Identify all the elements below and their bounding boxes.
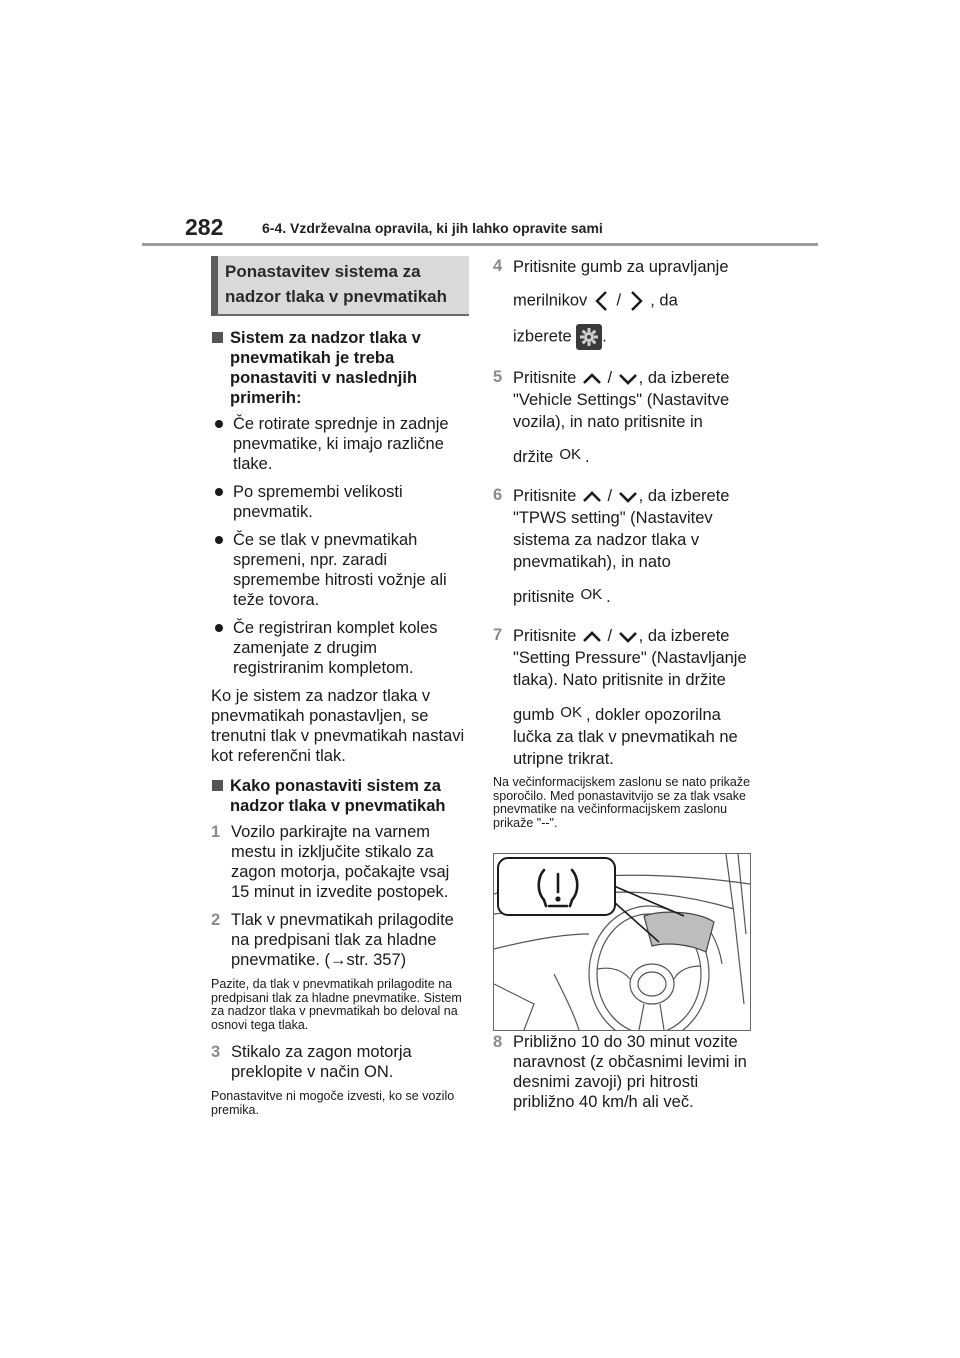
dashboard-illustration — [493, 853, 751, 1031]
gear-icon — [576, 324, 602, 350]
step-6 — [493, 485, 755, 619]
step-5-line — [513, 367, 729, 389]
bullet-dot-icon — [215, 536, 223, 544]
right-column — [493, 256, 755, 840]
header-divider — [142, 243, 818, 246]
square-bullet-icon — [212, 332, 223, 343]
list-item — [211, 618, 469, 678]
step-number: 4 — [493, 257, 503, 275]
bullet-dot-icon — [215, 624, 223, 632]
step-4-line: Pritisnite gumb za upravljanje — [513, 258, 729, 276]
step-6-line: pnevmatikah), in nato — [513, 553, 671, 571]
chevron-up-icon — [581, 371, 603, 387]
step-7-line: tlaka). Nato pritisnite in držite — [513, 671, 726, 689]
subheading-how-to-reset-text: Kako ponastaviti sistem za nadzor tlaka v pnevmatikah — [230, 777, 446, 815]
slash-separator: / — [616, 291, 622, 310]
step-7-line: lučka za tlak v pnevmatikah ne — [513, 728, 738, 746]
step-5-line — [513, 444, 729, 468]
step-4-line — [513, 324, 729, 350]
step-2-text-part: Tlak v pnevmatikah prilagodite na predpisani tlak za hladne pnevmatike. ( — [231, 911, 454, 969]
step-text: Vozilo parkirajte na varnem mestu in izključite stikalo za zagon motorja, počakajte vsaj 15 minut in izvedite postopek. — [231, 823, 450, 901]
step-5-line: "Vehicle Settings" (Nastavitve — [513, 391, 730, 409]
step-7-line: "Setting Pressure" (Nastavljanje — [513, 649, 747, 667]
step-5 — [493, 367, 755, 479]
page-number: 282 — [185, 214, 224, 240]
step-7-text: gumb — [513, 706, 555, 724]
list-item — [211, 482, 469, 522]
section-title — [211, 256, 469, 316]
step-number: 6 — [493, 486, 503, 504]
step-5-text: . — [585, 448, 590, 466]
ok-button-icon: OK — [559, 446, 582, 463]
ok-button-icon: OK — [560, 704, 582, 721]
step-6-text: . — [606, 588, 611, 606]
step-number: 8 — [493, 1033, 503, 1051]
chevron-up-icon — [581, 629, 603, 645]
step-1 — [211, 822, 469, 902]
note-display-message: Na večinformacijskem zaslonu se nato prikaže sporočilo. Med ponastavitvijo se za tlak vsake pnevmatike na večinformacijskem zaslonu prikaže "--". — [493, 775, 751, 830]
subheading-when-reset — [211, 328, 469, 408]
list-item-text: Če se tlak v pnevmatikah spremeni, npr. zaradi spremembe hitrosti vožnje ali teže tovora. — [233, 531, 447, 609]
step-7-line — [513, 702, 747, 726]
step-text — [231, 910, 469, 970]
list-item-text: Po spremembi velikosti pnevmatik. — [233, 483, 403, 521]
step-7-text: Pritisnite — [513, 627, 577, 645]
step-7-line — [513, 625, 747, 647]
subheading-how-to-reset — [211, 776, 469, 816]
reference-pressure-paragraph: Ko je sistem za nadzor tlaka v pnevmatikah ponastavljen, se trenutni tlak v pnevmatikah nastavi kot referenčni tlak. — [211, 687, 465, 765]
step-7 — [493, 625, 755, 770]
page-reference-link[interactable]: str. 357) — [346, 951, 407, 969]
step-number: 3 — [211, 1043, 221, 1061]
step-4-text: merilnikov — [513, 291, 588, 310]
note-cold-pressure: Pazite, da tlak v pnevmatikah prilagodite na predpisani tlak za hladne pnevmatike. Sistem za nadzor tlaka v pnevmatikah bo deloval na osnovi tega tlaka. — [211, 977, 462, 1032]
chevron-up-icon — [581, 489, 603, 505]
dashboard-drawing — [494, 854, 750, 1030]
chevron-down-icon — [617, 371, 639, 387]
step-5-text: , da izberete — [638, 369, 730, 387]
list-item — [211, 414, 469, 474]
ok-button-icon: OK — [580, 586, 603, 603]
step-4 — [493, 256, 755, 361]
section-title-line2: nadzor tlaka v pnevmatikah — [225, 287, 448, 306]
chevron-left-icon — [592, 289, 612, 313]
step-5-text: držite — [513, 448, 554, 466]
step-4-text: , da — [650, 291, 678, 310]
step-5-line: vozila), in nato pritisnite in — [513, 413, 703, 431]
step-number: 1 — [211, 823, 221, 841]
step-6-line: "TPWS setting" (Nastavitev — [513, 509, 713, 527]
note-vehicle-moving: Ponastavitve ni mogoče izvesti, ko se vozilo premika. — [211, 1089, 455, 1117]
slash-separator: / — [607, 627, 613, 645]
arrow-right-icon: → — [330, 951, 347, 969]
step-5-text: Pritisnite — [513, 369, 577, 387]
step-number: 7 — [493, 626, 503, 644]
step-4-line — [513, 289, 729, 313]
step-text: Stikalo za zagon motorja preklopite v način ON. — [231, 1043, 412, 1081]
chevron-down-icon — [617, 489, 639, 505]
subheading-when-reset-text: Sistem za nadzor tlaka v pnevmatikah je treba ponastaviti v naslednjih primerih: — [230, 329, 421, 407]
step-8 — [493, 1032, 755, 1112]
step-7-text: , dokler opozorilna — [585, 706, 721, 724]
step-7-line: utripne trikrat. — [513, 750, 614, 768]
step-6-line — [513, 485, 729, 507]
step-6-line — [513, 584, 729, 608]
step-number: 2 — [211, 911, 221, 929]
step-6-text: , da izberete — [638, 487, 730, 505]
list-item-text: Če rotirate sprednje in zadnje pnevmatike, ki imajo različne tlake. — [233, 415, 449, 473]
bullet-dot-icon — [215, 420, 223, 428]
step-text: Približno 10 do 30 minut vozite naravnost (z občasnimi levimi in desnimi zavoji) pri hitrosti približno 40 km/h ali več. — [513, 1033, 747, 1111]
bullet-dot-icon — [215, 488, 223, 496]
square-bullet-icon — [212, 780, 223, 791]
step-2 — [211, 910, 469, 970]
step-number: 5 — [493, 368, 503, 386]
chevron-down-icon — [617, 629, 639, 645]
chevron-right-icon — [626, 289, 646, 313]
step-3 — [211, 1042, 469, 1082]
step-6-text: Pritisnite — [513, 487, 577, 505]
step-7-text: , da izberete — [638, 627, 730, 645]
chapter-title: 6-4. Vzdrževalna opravila, ki jih lahko opravite sami — [262, 220, 603, 236]
step-6-line: sistema za nadzor tlaka v — [513, 531, 700, 549]
step-6-text: pritisnite — [513, 588, 575, 606]
list-item-text: Če registriran komplet koles zamenjate z drugim registriranim kompletom. — [233, 619, 438, 677]
list-item — [211, 530, 469, 610]
slash-separator: / — [607, 369, 613, 387]
step-4-text: izberete — [513, 327, 572, 346]
left-column — [211, 256, 469, 1127]
step-4-text: . — [602, 327, 607, 346]
slash-separator: / — [607, 487, 613, 505]
section-title-line1: Ponastavitev sistema za — [225, 262, 421, 281]
